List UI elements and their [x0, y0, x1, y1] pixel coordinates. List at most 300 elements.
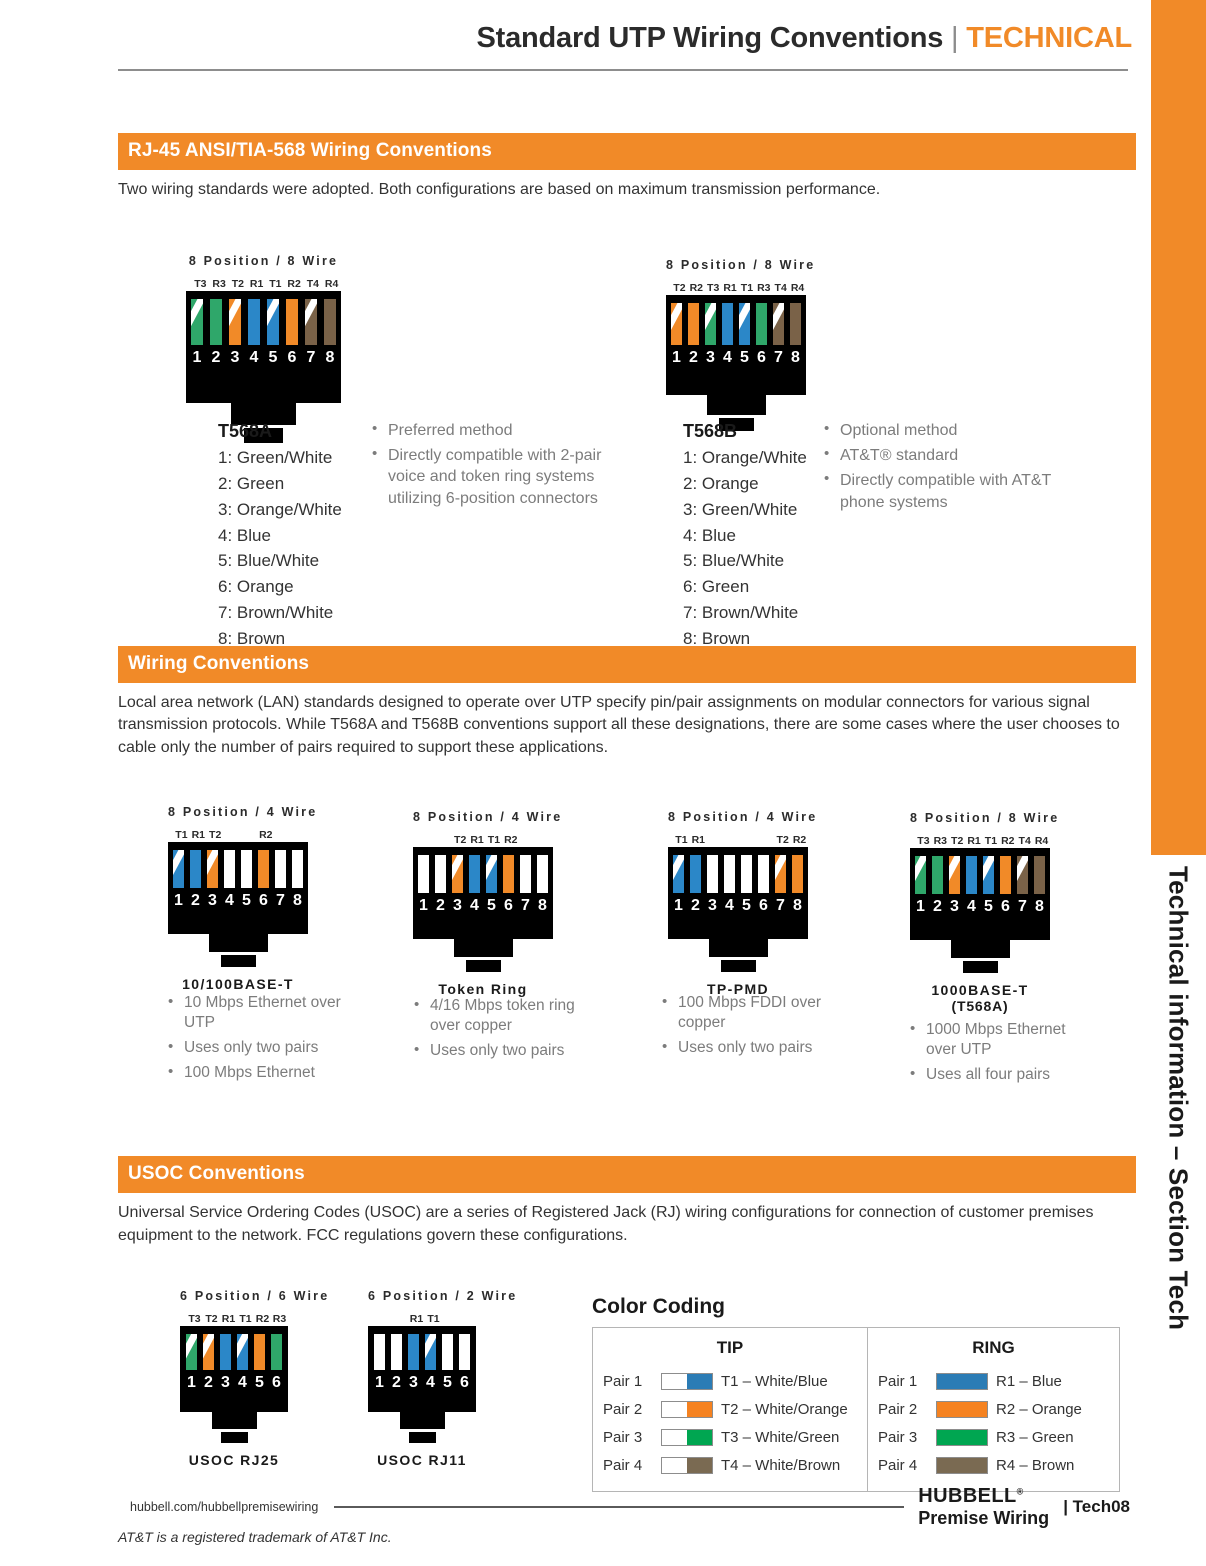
pin-2-orange: [203, 1334, 214, 1370]
pin-number-1: 1: [672, 348, 681, 366]
pin-7-white: [520, 855, 531, 893]
t568a-bullets: [372, 420, 602, 513]
pin-stripe: [267, 299, 279, 345]
connector-pin-numbers: [910, 894, 1050, 916]
pin-number-2: 2: [204, 1374, 213, 1392]
pair-label-T2: T2: [454, 833, 467, 846]
color-coding-row: [868, 1423, 1119, 1451]
connector-pins: [368, 1326, 476, 1370]
pin-1-green: [191, 299, 203, 345]
pin-item: 4: Blue: [218, 525, 271, 545]
pin-2-green: [932, 856, 943, 894]
title-separator: |: [951, 22, 959, 54]
pair-label-none: [724, 834, 741, 847]
pin-item: 1: Green/White: [218, 448, 333, 468]
pin-4-blue: [248, 299, 260, 345]
connector-pair-labels: [666, 282, 806, 295]
connector-name: 1000BASE-T (T568A): [910, 982, 1050, 1014]
connector-token-ring: [413, 809, 563, 997]
connector-caption: 8 Position / 8 Wire: [188, 253, 339, 268]
pair-label: Pair 2: [603, 1400, 643, 1418]
trademark-note: AT&T is a registered trademark of AT&T Inc.: [118, 1529, 392, 1546]
color-swatch: [661, 1429, 713, 1446]
color-swatch: [661, 1457, 713, 1474]
pin-1-blue: [173, 850, 184, 888]
pin-stripe: [773, 303, 784, 345]
pair-label-T3: T3: [188, 1313, 201, 1326]
connector-pin-numbers: [180, 1370, 288, 1392]
color-coding-row: [593, 1395, 867, 1423]
connector-pin-numbers: [186, 345, 341, 367]
connector-usoc-rj11: [368, 1289, 518, 1469]
pin-stripe: [739, 303, 750, 345]
pin-number-1: 1: [187, 1374, 196, 1392]
pin-3-orange: [207, 850, 218, 888]
pin-item: 2: Green: [218, 473, 285, 493]
brand-tagline: Premise Wiring: [918, 1507, 1050, 1528]
color-coding-tip-column: [593, 1328, 868, 1491]
pin-5-blue: [267, 299, 279, 345]
color-coding-row: [868, 1395, 1119, 1423]
wire-color-label: R4 – Brown: [996, 1456, 1075, 1474]
usoc-row: [0, 1289, 1146, 1489]
pin-number-3: 3: [706, 348, 715, 366]
pin-number-6: 6: [259, 891, 268, 909]
pin-item: 1: Orange/White: [683, 448, 807, 468]
color-coding-box: [592, 1327, 1120, 1492]
pin-1-green: [915, 856, 926, 894]
wire-color-label: T4 – White/Brown: [721, 1456, 841, 1474]
pin-1-green: [186, 1334, 197, 1370]
pin-number-4: 4: [470, 896, 479, 914]
connector-body: [668, 847, 808, 939]
section-vertical-tab: [1150, 860, 1206, 1460]
t568a-pin-list: [218, 418, 378, 652]
pin-7-brown: [1017, 856, 1028, 894]
pair-label-R3: R3: [757, 281, 771, 294]
pin-stripe: [186, 1334, 197, 1370]
pin-number-7: 7: [1018, 897, 1027, 915]
bullet-item: • Uses only two pairs: [168, 1038, 358, 1059]
pin-number-4: 4: [249, 348, 259, 366]
pin-number-7: 7: [276, 891, 285, 909]
connector-body: [368, 1326, 476, 1412]
pair-label-none: [274, 829, 291, 842]
pin-7-brown: [773, 303, 784, 345]
pair-label-none: [757, 834, 774, 847]
bullet-item: • Directly compatible with 2-pair voice and token ring systems utilizing 6-position connectors: [372, 445, 602, 509]
connector-pin-numbers: [168, 888, 308, 910]
connector-latch-lower: [221, 1432, 248, 1443]
pair-label-R4: R4: [324, 277, 339, 290]
color-coding-row: [593, 1367, 867, 1395]
pin-2-orange: [688, 303, 699, 345]
pin-4-white: [724, 855, 735, 893]
connector-latch-upper: [709, 939, 768, 957]
pin-stripe: [237, 1334, 248, 1370]
pin-stripe: [191, 299, 203, 345]
footer-divider: [334, 1506, 904, 1508]
pin-number-8: 8: [791, 348, 800, 366]
pair-label-T4: T4: [1018, 834, 1031, 847]
pair-label-none: [224, 829, 241, 842]
pin-6-orange: [258, 850, 269, 888]
pin-2-green: [210, 299, 222, 345]
pin-number-5: 5: [242, 891, 251, 909]
pin-number-8: 8: [293, 891, 302, 909]
pin-number-3: 3: [950, 897, 959, 915]
footer-url[interactable]: hubbell.com/hubbellpremisewiring: [130, 1499, 319, 1514]
pin-1-white: [374, 1334, 385, 1370]
connector-latch-upper: [209, 934, 268, 952]
wire-color-label: R2 – Orange: [996, 1400, 1082, 1418]
connector-caption: 8 Position / 8 Wire: [910, 810, 1060, 825]
pair-label-T1: T1: [175, 828, 188, 841]
bullet-item: • Uses all four pairs: [910, 1065, 1090, 1086]
pin-4-blue: [469, 855, 480, 893]
pin-number-2: 2: [191, 891, 200, 909]
pair-label-none: [291, 829, 308, 842]
pair-label-none: [741, 834, 758, 847]
pair-label-none: [241, 829, 258, 842]
pin-number-6: 6: [1001, 897, 1010, 915]
pin-number-3: 3: [453, 896, 462, 914]
pin-number-3: 3: [208, 891, 217, 909]
tppmd-bullets: [662, 993, 842, 1063]
connector-pins: [910, 848, 1050, 894]
pin-number-5: 5: [268, 348, 278, 366]
connector-1000base-t: [910, 810, 1060, 1014]
pin-item: 6: Green: [683, 577, 750, 597]
page-title-main: Standard UTP Wiring Conventions: [476, 22, 944, 54]
section-usoc-intro: Universal Service Ordering Codes (USOC) are a series of Registered Jack (RJ) wiring configurations for connection of customer premises equipment to the network. FCC regulations govern these configurations.: [118, 1203, 1094, 1244]
connector-latch-upper: [400, 1412, 445, 1429]
pin-3-orange: [452, 855, 463, 893]
pair-label: Pair 4: [603, 1456, 643, 1474]
pair-label-R2: R2: [255, 1313, 270, 1326]
pin-number-7: 7: [774, 348, 783, 366]
page-title: [0, 22, 1132, 55]
pin-stripe: [705, 303, 716, 345]
pin-number-6: 6: [504, 896, 513, 914]
pin-number-7: 7: [521, 896, 530, 914]
pin-number-5: 5: [742, 896, 751, 914]
connector-subname: (T568A): [951, 997, 1009, 1014]
bullet-item: • AT&T® standard: [824, 445, 1054, 466]
pin-5-blue: [983, 856, 994, 894]
pin-6-orange: [503, 855, 514, 893]
pair-label-R1: R1: [409, 1313, 424, 1326]
color-swatch: [936, 1373, 988, 1390]
pin-8-white: [292, 850, 303, 888]
pin-number-2: 2: [211, 348, 221, 366]
pair-label-T2: T2: [209, 828, 222, 841]
connector-pins: [666, 295, 806, 345]
connector-pin-numbers: [413, 893, 553, 915]
connector-caption: 8 Position / 4 Wire: [168, 804, 318, 819]
section-rj45-heading: RJ-45 ANSI/TIA-568 Wiring Conventions: [118, 133, 1136, 170]
pin-3-green: [705, 303, 716, 345]
pin-4-blue: [237, 1334, 248, 1370]
pair-label-T2: T2: [776, 833, 789, 846]
color-coding-row: [868, 1367, 1119, 1395]
pin-stripe: [1017, 856, 1028, 894]
pair-label-T2: T2: [951, 834, 964, 847]
pin-number-7: 7: [306, 348, 316, 366]
connector-latch-upper: [454, 939, 513, 957]
bullet-item: • 4/16 Mbps token ring over copper: [414, 996, 594, 1037]
connector-latch-upper: [212, 1412, 257, 1429]
connector-pins: [186, 291, 341, 345]
pin-3-orange: [949, 856, 960, 894]
pin-4-white: [224, 850, 235, 888]
pair-label-R2: R2: [1001, 834, 1015, 847]
connector-caption: 6 Position / 6 Wire: [180, 1289, 330, 1304]
t568a-title: T568A: [218, 420, 273, 441]
bullet-item: • Preferred method: [372, 420, 602, 441]
rj45-detail-row: [0, 418, 1146, 648]
pin-stripe: [486, 855, 497, 893]
pair-label-T1: T1: [487, 833, 501, 846]
pair-label-none: [435, 834, 452, 847]
color-coding-row: [868, 1451, 1119, 1479]
pin-stripe: [207, 850, 218, 888]
connector-name: USOC RJ25: [188, 1452, 280, 1469]
base10100-bullets: [168, 993, 358, 1087]
pin-stripe: [671, 303, 682, 345]
connector-body: [666, 295, 806, 395]
pin-number-1: 1: [916, 897, 925, 915]
color-coding-title: Color Coding: [592, 1295, 725, 1319]
pin-6-orange: [286, 299, 298, 345]
connector-tp-pmd: [668, 809, 818, 997]
pin-stripe: [452, 855, 463, 893]
pair-label-R4: R4: [790, 281, 805, 294]
connector-caption: 8 Position / 8 Wire: [666, 257, 816, 272]
wire-color-label: T1 – White/Blue: [721, 1372, 828, 1390]
pin-2-white: [435, 855, 446, 893]
pin-6-green: [756, 303, 767, 345]
connector-name: 10/100BASE-T: [182, 975, 294, 992]
pin-5-white: [741, 855, 752, 893]
pin-1-blue: [673, 855, 684, 893]
pin-item: 6: Orange: [218, 577, 294, 597]
pin-3-blue: [408, 1334, 419, 1370]
pair-label-T1: T1: [427, 1313, 440, 1326]
color-coding-ring-column: [868, 1328, 1119, 1491]
pair-label-T3: T3: [707, 281, 720, 294]
brand-name: HUBBELL®: [918, 1485, 1024, 1508]
pin-number-4: 4: [725, 896, 734, 914]
t568a-pins: [218, 445, 378, 652]
pair-label-none: [707, 834, 724, 847]
pair-label-none: [374, 1313, 391, 1326]
pin-item: 5: Blue/White: [218, 551, 320, 571]
pin-number-3: 3: [230, 348, 240, 366]
connector-caption: 8 Position / 4 Wire: [413, 809, 563, 824]
pin-4-blue: [722, 303, 733, 345]
pair-label-T1: T1: [740, 281, 754, 294]
bullet-item: • Directly compatible with AT&T phone systems: [824, 470, 1054, 513]
pin-6-orange: [1000, 856, 1011, 894]
section-vertical-tab-label: Technical information – Section Tech: [1163, 866, 1194, 1331]
connector-usoc-rj25: [180, 1289, 330, 1469]
connector-pin-numbers: [368, 1370, 476, 1392]
pin-8-white: [537, 855, 548, 893]
pair-label-R2: R2: [792, 833, 807, 846]
pin-5-white: [241, 850, 252, 888]
pair-label-T2: T2: [673, 281, 686, 294]
connector-caption: 8 Position / 4 Wire: [668, 809, 818, 824]
connector-pair-labels: [910, 835, 1050, 848]
connector-pair-labels: [186, 278, 341, 291]
pin-number-1: 1: [674, 896, 683, 914]
pair-label: Pair 3: [878, 1428, 918, 1446]
tip-heading: TIP: [716, 1338, 744, 1358]
color-swatch: [936, 1401, 988, 1418]
pin-number-2: 2: [933, 897, 942, 915]
t568b-bullets: [824, 420, 1054, 517]
pin-number-5: 5: [255, 1374, 264, 1392]
pin-number-2: 2: [392, 1374, 401, 1392]
pin-stripe: [425, 1334, 436, 1370]
tokenring-bullets: [414, 996, 594, 1066]
connector-t568a: [186, 254, 341, 443]
wiring-bullets-row: [0, 993, 1146, 1088]
bullet-item: • Uses only two pairs: [414, 1041, 594, 1062]
pair-label-R2: R2: [504, 833, 518, 846]
pin-number-8: 8: [325, 348, 335, 366]
connector-body: [910, 848, 1050, 940]
pin-number-7: 7: [776, 896, 785, 914]
pin-6-white: [459, 1334, 470, 1370]
pair-label-T1: T1: [675, 833, 688, 846]
pin-number-5: 5: [740, 348, 749, 366]
pair-label: Pair 4: [878, 1456, 918, 1474]
pair-label: Pair 2: [878, 1400, 918, 1418]
color-coding-table: [592, 1295, 1120, 1492]
bullet-item: • 100 Mbps Ethernet: [168, 1063, 358, 1084]
bullet-item: • 1000 Mbps Ethernet over UTP: [910, 1020, 1090, 1061]
pin-stripe: [983, 856, 994, 894]
pair-label-R1: R1: [221, 1313, 236, 1326]
pin-number-8: 8: [793, 896, 802, 914]
connector-pins: [168, 842, 308, 888]
pair-label-none: [442, 1313, 459, 1326]
pin-number-4: 4: [426, 1374, 435, 1392]
connector-latch-lower: [466, 960, 501, 972]
connector-pins: [180, 1326, 288, 1370]
pin-number-6: 6: [757, 348, 766, 366]
pin-stripe: [305, 299, 317, 345]
pin-stripe: [229, 299, 241, 345]
pin-number-1: 1: [419, 896, 428, 914]
bullet-item: • 10 Mbps Ethernet over UTP: [168, 993, 358, 1034]
pin-item: 4: Blue: [683, 525, 736, 545]
pin-number-8: 8: [538, 896, 547, 914]
pin-4-blue: [425, 1334, 436, 1370]
section-usoc: [118, 1156, 1136, 1247]
pin-5-orange: [254, 1334, 265, 1370]
color-swatch: [936, 1429, 988, 1446]
pin-number-2: 2: [689, 348, 698, 366]
connector-pair-labels: [668, 834, 808, 847]
pair-label-R1: R1: [191, 828, 206, 841]
page-header: [0, 0, 1146, 55]
pin-8-orange: [792, 855, 803, 893]
section-rj45-intro: Two wiring standards were adopted. Both configurations are based on maximum transmission performance.: [118, 181, 881, 198]
pin-number-2: 2: [436, 896, 445, 914]
connector-latch-lower: [409, 1432, 436, 1443]
pin-item: 5: Blue/White: [683, 551, 785, 571]
connector-latch-upper: [951, 940, 1010, 958]
pin-number-3: 3: [409, 1374, 418, 1392]
page-footer: [0, 1485, 1146, 1528]
pair-label-none: [519, 834, 536, 847]
connector-latch-lower: [721, 960, 756, 972]
pair-label-R3: R3: [272, 1313, 287, 1326]
pin-4-blue: [966, 856, 977, 894]
connector-pin-numbers: [666, 345, 806, 367]
connector-pair-labels: [168, 829, 308, 842]
pin-8-brown: [1034, 856, 1045, 894]
connector-pins: [668, 847, 808, 893]
pin-number-5: 5: [487, 896, 496, 914]
pin-item: 7: Brown/White: [218, 603, 334, 623]
pin-5-blue: [486, 855, 497, 893]
connector-pair-labels: [413, 834, 553, 847]
color-swatch: [936, 1457, 988, 1474]
pin-number-8: 8: [1035, 897, 1044, 915]
pin-item: 8: Brown: [683, 628, 751, 648]
pair-label-R1: R1: [691, 833, 706, 846]
pin-8-brown: [790, 303, 801, 345]
pin-item: 2: Orange: [683, 473, 759, 493]
pin-number-4: 4: [723, 348, 732, 366]
pin-6-green: [271, 1334, 282, 1370]
pair-label-R2: R2: [259, 828, 273, 841]
pair-label-R1: R1: [723, 281, 737, 294]
wire-color-label: T3 – White/Green: [721, 1428, 840, 1446]
pin-stripe: [673, 855, 684, 893]
pin-number-5: 5: [984, 897, 993, 915]
color-coding-row: [593, 1423, 867, 1451]
pin-number-4: 4: [967, 897, 976, 915]
pin-number-4: 4: [225, 891, 234, 909]
section-wiring-intro: Local area network (LAN) standards designed to operate over UTP specify pin/pair assignments on modular connectors for various signal transmission protocols. While T568A and T568B conventions support all these designations, there are some cases where the user chooses to cable only the number of pairs required to support these applications.: [118, 693, 1120, 757]
rj45-connector-row: [0, 254, 1146, 404]
section-rj45: [118, 133, 1136, 202]
ring-heading: RING: [972, 1338, 1015, 1358]
tip-rows: [593, 1367, 867, 1479]
right-orange-rail: [1151, 0, 1206, 855]
pin-3-blue: [220, 1334, 231, 1370]
pin-6-white: [758, 855, 769, 893]
connector-body: [180, 1326, 288, 1412]
pin-number-3: 3: [708, 896, 717, 914]
section-wiring: [118, 646, 1136, 760]
connector-10-100base-t: [168, 804, 318, 992]
connector-pair-labels: [180, 1313, 288, 1326]
connector-latch-lower: [963, 961, 998, 973]
connector-pins: [413, 847, 553, 893]
connector-name: USOC RJ11: [377, 1452, 467, 1469]
pin-number-4: 4: [238, 1374, 247, 1392]
pin-3-orange: [229, 299, 241, 345]
pin-number-2: 2: [691, 896, 700, 914]
base1000-bullets: [910, 1020, 1090, 1090]
section-usoc-heading: USOC Conventions: [118, 1156, 1136, 1193]
